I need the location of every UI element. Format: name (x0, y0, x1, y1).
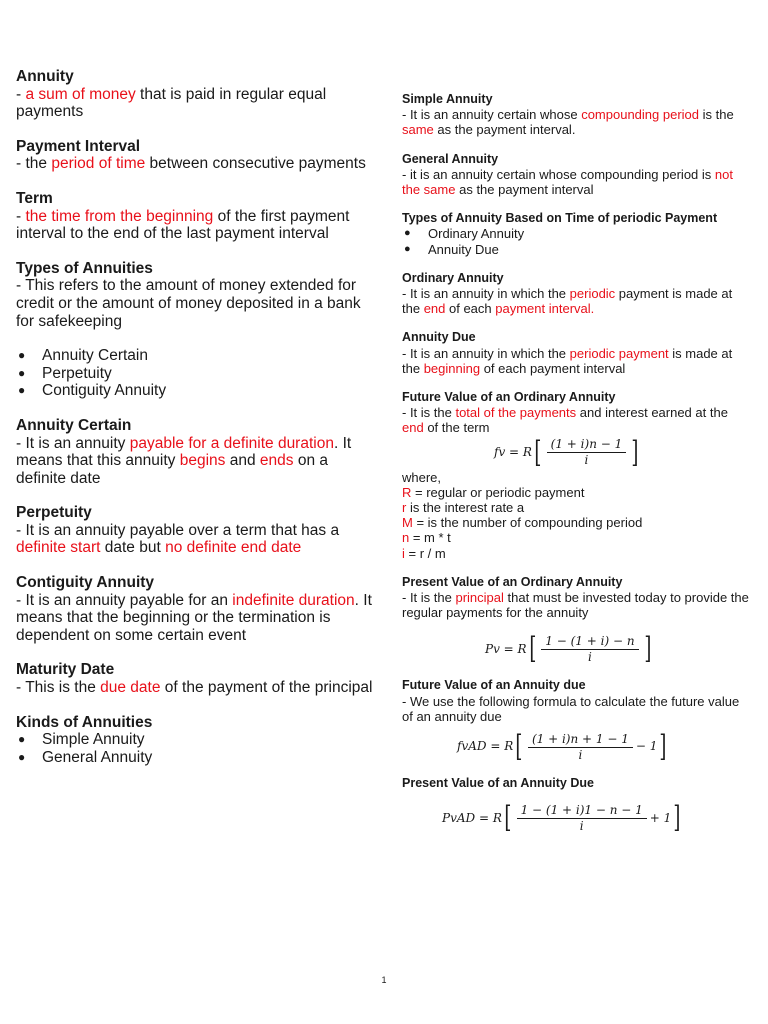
payment-interval-definition: - the period of time between consecutive payments (16, 155, 366, 173)
kinds-list (16, 731, 378, 766)
section-maturity-date (16, 661, 378, 696)
heading-pv-due: Present Value of an Annuity Due (402, 776, 594, 791)
heading-fv-due: Future Value of an Annuity due (402, 678, 586, 693)
contiguity-definition: - It is an annuity payable for an indefinite duration. It means that the beginning or the termination is dependent on some certain event (16, 591, 372, 644)
bracket-close: ] (631, 434, 639, 470)
heading-simple-annuity: Simple Annuity (402, 92, 493, 106)
highlight: ends (259, 452, 294, 470)
list-item: ● General Annuity (16, 749, 378, 767)
bracket-close: ] (643, 631, 651, 667)
page-number: 1 (381, 975, 387, 985)
bracket-open: [ (534, 434, 542, 470)
heading-ordinary-annuity: Ordinary Annuity (402, 270, 504, 285)
right-column (402, 92, 752, 847)
general-annuity-definition: - it is an annuity certain whose compounding period is not the same as the payment interval (402, 166, 733, 198)
numerator: 1 − (1 + i) − n (541, 635, 638, 650)
annuity-due-definition: - It is an annuity in which the periodic payment is made at the beginning of each payment interval (402, 345, 733, 376)
highlight: no definite end date (165, 539, 302, 557)
highlight: end (423, 301, 446, 317)
section-term (16, 190, 378, 243)
simple-annuity-definition: - It is an annuity certain whose compounding period is the same as the payment interval. (402, 107, 734, 138)
heading-term: Term (16, 189, 53, 207)
pv-ordinary-definition: - It is the principal that must be invested today to provide the regular payments for the annuity (402, 590, 749, 621)
highlight: beginning (423, 360, 481, 376)
section-general-annuity (402, 152, 752, 198)
list-item: ● Contiguity Annuity (16, 382, 378, 400)
ordinary-annuity-definition: - It is an annuity in which the periodic payment is made at the end of each payment interval. (402, 286, 733, 317)
section-simple-annuity (402, 92, 752, 138)
formula-lhs: Pv = R (485, 641, 527, 656)
bracket-open: [ (515, 729, 523, 765)
section-annuity-due (402, 330, 752, 376)
highlight: payable for a definite duration (129, 434, 334, 452)
highlight: periodic (569, 286, 616, 302)
variable-definition: n = m * t (402, 530, 451, 546)
heading-maturity-date: Maturity Date (16, 661, 115, 679)
formula-fraction (541, 635, 638, 664)
heading-general-annuity: General Annuity (402, 151, 499, 166)
variable-symbol: n (402, 530, 410, 546)
denominator: i (578, 747, 583, 762)
heading-annuity-due: Annuity Due (402, 330, 476, 345)
heading-fv-ordinary: Future Value of an Ordinary Annuity (402, 390, 616, 405)
perpetuity-definition: - It is an annuity payable over a term that has a definite start date but no definite end date (16, 521, 340, 557)
variable-definition: i = r / m (402, 545, 446, 561)
heading-types-of-annuities: Types of Annuities (16, 259, 153, 277)
formula-fv-ordinary (402, 434, 752, 470)
bracket-close: ] (659, 729, 667, 765)
highlight: end (402, 420, 424, 436)
section-types-by-time (402, 211, 752, 257)
formula-fraction (528, 733, 633, 762)
highlight: period of time (51, 155, 146, 173)
heading-pv-ordinary: Present Value of an Ordinary Annuity (402, 574, 623, 589)
highlight: same (402, 122, 434, 138)
section-kinds-of-annuities (16, 714, 378, 767)
bracket-close: ] (673, 800, 681, 836)
numerator: 1 − (1 + i)1 − n − 1 (517, 804, 647, 819)
heading-types-by-time: Types of Annuity Based on Time of periodic Payment (402, 211, 718, 226)
term-definition: - the time from the beginning of the first payment interval to the end of the last payment interval (16, 207, 350, 243)
highlight: definite start (16, 539, 101, 557)
section-fv-ordinary (402, 390, 752, 561)
denominator: i (579, 818, 584, 833)
variable-definition: r is the interest rate a (402, 500, 525, 516)
numerator: (1 + i)n − 1 (547, 438, 627, 453)
annuity-certain-definition: - It is an annuity payable for a definite duration. It means that this annuity begins and ends on a definite date (16, 434, 352, 487)
heading-contiguity-annuity: Contiguity Annuity (16, 574, 155, 592)
formula-lhs: fv = R (494, 445, 532, 460)
heading-perpetuity: Perpetuity (16, 504, 92, 522)
section-annuity (16, 68, 378, 121)
variable-symbol: M (402, 515, 413, 531)
variable-definition: R = regular or periodic payment (402, 484, 585, 500)
highlight: periodic payment (569, 345, 669, 361)
section-pv-due (402, 776, 752, 836)
fv-due-description: - We use the following formula to calculate the future value of an annuity due (402, 693, 740, 724)
highlight: due date (100, 679, 161, 697)
formula-tail: + 1 (649, 810, 672, 825)
formula-pv-ordinary (402, 631, 752, 667)
list-item: ● Annuity Certain (16, 347, 378, 365)
heading-annuity-certain: Annuity Certain (16, 416, 132, 434)
maturity-definition: - This is the due date of the payment of the principal (16, 679, 373, 697)
formula-fv-due (402, 729, 752, 765)
formula-fraction (547, 438, 627, 467)
formula-lhs: PvAD = R (442, 810, 502, 825)
formula-fraction (517, 804, 647, 833)
section-fv-due (402, 678, 752, 765)
section-payment-interval (16, 138, 378, 173)
highlight: a sum of money (25, 85, 136, 103)
heading-kinds-of-annuities: Kinds of Annuities (16, 713, 153, 731)
where-label: where, (402, 469, 442, 485)
heading-annuity: Annuity (16, 68, 74, 85)
section-pv-ordinary (402, 575, 752, 665)
types-description: - This refers to the amount of money extended for credit or the amount of money deposited in a bank for safekeeping (16, 277, 361, 330)
list-item: ● Ordinary Annuity (402, 226, 752, 241)
types-list (16, 347, 378, 400)
variable-symbol: r (402, 500, 407, 516)
variable-definition: M = is the number of compounding period (402, 515, 643, 531)
heading-payment-interval: Payment Interval (16, 137, 141, 155)
bracket-open: [ (504, 800, 512, 836)
list-item: ● Annuity Due (402, 242, 752, 257)
formula-pv-due (402, 800, 752, 836)
highlight: principal (455, 590, 504, 606)
section-annuity-certain (16, 417, 378, 487)
list-item: ● Simple Annuity (16, 731, 378, 749)
section-ordinary-annuity (402, 271, 752, 317)
bracket-open: [ (528, 631, 536, 667)
highlight: begins (179, 452, 226, 470)
formula-lhs: fvAD = R (457, 739, 514, 754)
variable-symbol: i (402, 545, 405, 561)
section-perpetuity (16, 504, 378, 557)
denominator: i (588, 649, 592, 664)
highlight: not the same (402, 166, 733, 198)
formula-tail: − 1 (635, 739, 658, 754)
variable-symbol: R (402, 484, 412, 500)
highlight: total of the payments (455, 405, 577, 421)
section-contiguity-annuity (16, 574, 378, 644)
highlight: indefinite duration (232, 591, 355, 609)
left-column (16, 68, 378, 783)
annuity-definition: - a sum of money that is paid in regular equal payments (16, 85, 327, 121)
highlight: compounding period (581, 107, 700, 123)
list-item: ● Perpetuity (16, 365, 378, 383)
numerator: (1 + i)n + 1 − 1 (528, 733, 633, 748)
section-types-of-annuities (16, 260, 378, 400)
types-by-time-list (402, 226, 752, 256)
fv-ordinary-definition: - It is the total of the payments and interest earned at the end of the term (402, 405, 728, 436)
highlight: the time from the beginning (25, 207, 214, 225)
denominator: i (584, 453, 589, 468)
highlight: payment interval. (495, 301, 595, 317)
